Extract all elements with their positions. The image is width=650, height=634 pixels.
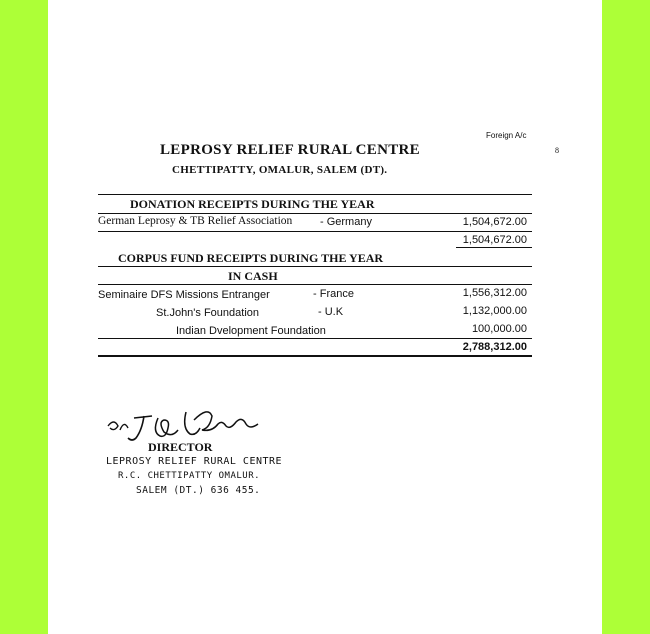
corpus-donor-amount: 100,000.00 <box>471 323 527 335</box>
stamp-line: R.C. CHETTIPATTY OMALUR. <box>118 471 261 481</box>
donation-heading: DONATION RECEIPTS DURING THE YEAR <box>130 197 375 211</box>
corpus-donor-amount: 1,556,312.00 <box>462 287 527 299</box>
corpus-donor-name: St.John's Foundation <box>156 307 260 319</box>
rule <box>98 284 532 285</box>
rule-bottom <box>98 355 532 357</box>
stamp-line: LEPROSY RELIEF RURAL CENTRE <box>106 456 283 467</box>
corpus-heading: CORPUS FUND RECEIPTS DURING THE YEAR <box>118 251 384 265</box>
corpus-donor-country: - U.K <box>318 306 344 318</box>
donor-name: German Leprosy & TB Relief Association <box>98 215 293 227</box>
rule-total <box>456 247 532 248</box>
document-page <box>48 0 602 634</box>
corpus-donor-name: Indian Dvelopment Foundation <box>176 325 326 337</box>
rule-top <box>98 194 532 195</box>
stamp-line: SALEM (DT.) 636 455. <box>136 485 261 496</box>
corpus-donor-name: Seminaire DFS Missions Entranger <box>98 289 270 301</box>
corpus-total: 2,788,312.00 <box>462 341 527 353</box>
rule <box>98 231 532 232</box>
organization-address: CHETTIPATTY, OMALUR, SALEM (DT). <box>172 164 388 176</box>
corpus-donor-country: - France <box>313 288 354 300</box>
donor-amount: 1,504,672.00 <box>462 216 527 228</box>
corpus-subheading: IN CASH <box>228 269 278 283</box>
rule <box>98 266 532 267</box>
corpus-donor-amount: 1,132,000.00 <box>462 305 527 317</box>
donor-country: - Germany <box>320 216 372 228</box>
rule <box>98 213 532 214</box>
page-number: 8 <box>555 146 559 155</box>
director-title: DIRECTOR <box>148 440 213 454</box>
foreign-account-label: Foreign A/c <box>486 131 527 140</box>
donation-total: 1,504,672.00 <box>462 234 527 246</box>
organization-title: LEPROSY RELIEF RURAL CENTRE <box>160 142 420 158</box>
rule <box>98 338 532 339</box>
